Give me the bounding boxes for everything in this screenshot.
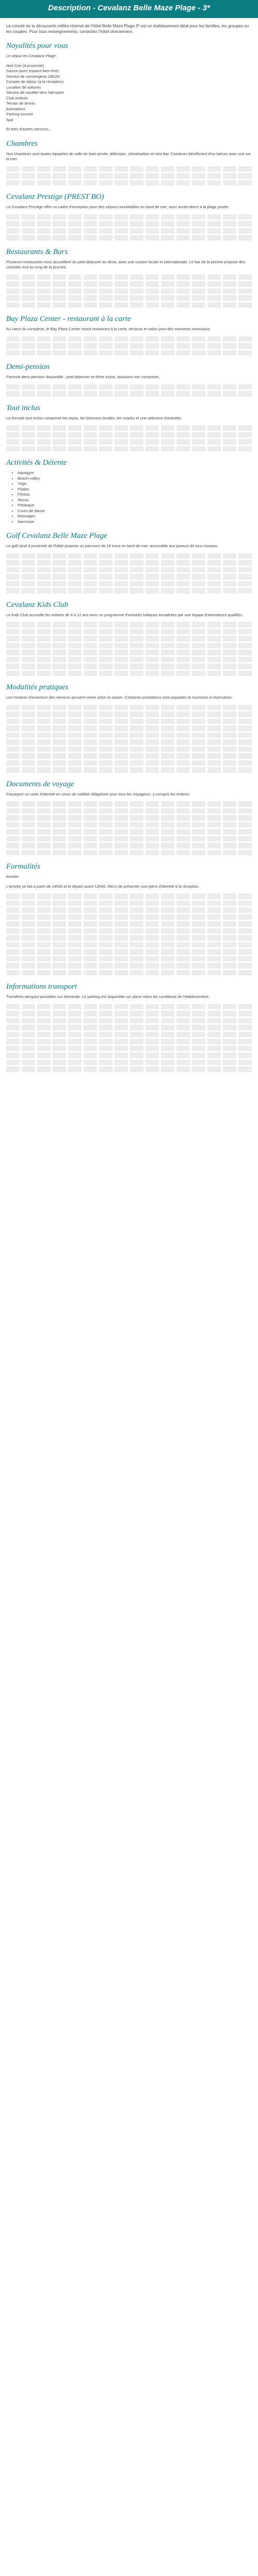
section-notes	[6, 683, 252, 773]
text-line	[6, 949, 252, 955]
text-line	[6, 336, 252, 342]
text-line	[6, 425, 252, 431]
text-line	[6, 739, 252, 745]
formalities-lead: Arrivée	[6, 874, 19, 879]
text-line	[6, 822, 252, 828]
list-item: Service de navette vers l'aéroport	[6, 90, 64, 95]
text-line	[6, 836, 252, 842]
text-line	[6, 636, 252, 641]
text-line	[6, 921, 252, 927]
list-item: Parking couvert	[6, 112, 34, 116]
text-line	[6, 935, 252, 941]
section-rooms	[6, 140, 252, 186]
section-title-golf: Golf Cevalanz Belle Maze Plage	[6, 532, 107, 540]
section-title-club: Cevalanz Kids Club	[6, 600, 69, 609]
section-restaurants	[6, 248, 252, 308]
page-title: Description - Cevalanz Belle Maze Plage - 3*	[48, 4, 210, 12]
text-line	[6, 1053, 252, 1058]
text-line	[6, 553, 252, 559]
list-item: • Pétanque	[18, 503, 252, 509]
text-line	[6, 893, 252, 899]
text-line	[6, 221, 252, 227]
list-item: • Fitness	[18, 492, 252, 498]
section-activities	[6, 42, 252, 132]
section-club	[6, 601, 252, 676]
services-text: Formule demi-pension disponible : petit-déjeuner et dîner inclus, boissons non comprises.	[6, 375, 160, 379]
text-line	[6, 815, 252, 821]
text-line	[6, 901, 252, 906]
text-line	[6, 350, 252, 356]
text-line	[6, 1060, 252, 1065]
text-line	[6, 643, 252, 649]
text-line	[6, 1046, 252, 1052]
text-line	[6, 235, 252, 241]
list-item: Terrain de tennis	[6, 101, 35, 106]
text-line	[6, 302, 252, 308]
section-title-documents: Documents de voyage	[6, 779, 74, 788]
section-beach	[6, 315, 252, 355]
section-wellness	[6, 404, 252, 452]
text-line	[6, 1011, 252, 1016]
text-line	[6, 343, 252, 349]
text-line	[6, 907, 252, 913]
list-item: • Pilates	[18, 487, 252, 493]
section-property	[6, 193, 252, 241]
section-info	[6, 982, 252, 1072]
section-title-formalities: Formalités	[6, 862, 40, 871]
property-text: Le Cevalanz Prestige offre un cadre d'exception pour des séjours inoubliables en bord de mer, avec accès direct à la plage privée.	[6, 205, 230, 209]
text-line	[6, 1032, 252, 1038]
text-line	[6, 446, 252, 452]
section-title-activities: Noyalités pour vous	[6, 42, 68, 50]
list-item: • Tennis	[18, 498, 252, 503]
section-title-notes: Modalités pratiques	[6, 683, 69, 691]
text-line	[6, 289, 252, 294]
section-services	[6, 363, 252, 397]
text-line	[6, 1039, 252, 1044]
section-title-rooms: Chambres	[6, 139, 38, 148]
section-access	[6, 459, 252, 524]
restaurants-text: Plusieurs restaurants vous accueillent du petit-déjeuner au dîner, avec une cuisine locale et internationale. Le bar de la piscine propose des cocktails tout au long de la journée.	[6, 259, 246, 269]
text-line	[6, 384, 252, 390]
text-line	[6, 391, 252, 397]
list-item: • Yoga	[18, 481, 252, 487]
list-item: Sauna (avec espace bien-être)	[6, 69, 59, 73]
access-list	[6, 470, 252, 524]
section-title-services: Demi-pension	[6, 363, 50, 371]
section-documents	[6, 780, 252, 856]
text-line	[6, 760, 252, 766]
text-line	[6, 180, 252, 186]
text-line	[6, 173, 252, 179]
text-line	[6, 733, 252, 738]
text-line	[6, 725, 252, 731]
text-line	[6, 970, 252, 976]
text-line	[6, 295, 252, 301]
text-line	[6, 711, 252, 717]
text-line	[6, 767, 252, 773]
activities-list	[6, 63, 252, 123]
text-line	[6, 829, 252, 835]
list-item: • Cours de danse	[18, 509, 252, 514]
text-line	[6, 629, 252, 635]
list-item: • Beach-volley	[18, 476, 252, 482]
text-line	[6, 166, 252, 172]
text-line	[6, 622, 252, 628]
list-item: Club enfants	[6, 95, 28, 100]
list-item: Service de conciergerie 24h/24	[6, 74, 60, 79]
text-line	[6, 281, 252, 287]
rooms-text: Nos chambres sont toutes équipées de salle de bain privée, télévision, climatisation et mini-bar. Certaines bénéficient d'un balcon avec vue sur la mer.	[6, 151, 251, 161]
info-text: Transferts aéroport possibles sur demande. Le parking est disponible sur place selon les conditions de l'établissement.	[6, 994, 209, 999]
text-line	[6, 1004, 252, 1010]
text-line	[6, 275, 252, 280]
notes-text: Les horaires d'ouverture des services peuvent varier selon la saison. Certaines prestations sont payantes et soumises à réservation.	[6, 695, 233, 700]
club-text: Le Kids Club accueille les enfants de 4 à 12 ans avec un programme d'activités ludiques encadrées par une équipe d'animateurs qualifiés.	[6, 612, 243, 617]
section-title-access: Activités & Détente	[6, 459, 67, 467]
main-content	[0, 18, 258, 1072]
beach-text: Au cœur du complexe, le Bay Plaza Center réunit restaurant à la carte, terrasse et salon pour des moments conviviaux.	[6, 327, 211, 331]
section-title-restaurants: Restaurants & Bars	[6, 247, 68, 256]
text-line	[6, 671, 252, 676]
activities-lead: Le séjour en Cevalanz Plage:	[6, 54, 57, 58]
text-line	[6, 801, 252, 807]
intro-text: Le concilé de la découverte mêlée réservé de l'hôtel Belle Maze Plage 3* est un établissement idéal pour les familles, les groupes ou les couples. Pour tous renseignements, contactez l'hôtel directement.	[6, 24, 249, 34]
text-line	[6, 228, 252, 234]
text-line	[6, 432, 252, 438]
text-line	[6, 567, 252, 573]
text-line	[6, 574, 252, 580]
text-line	[6, 747, 252, 752]
text-line	[6, 753, 252, 759]
wellness-text: La formule tout inclus comprend les repas, les boissons locales, les snacks et une sélection d'activités.	[6, 415, 182, 420]
text-line	[6, 581, 252, 587]
section-title-beach: Bay Plaza Center - restaurant à la carte	[6, 315, 131, 323]
text-line	[6, 956, 252, 962]
list-item: Spa	[6, 117, 13, 122]
page-header	[0, 0, 258, 18]
list-item: • Massages	[18, 514, 252, 519]
text-line	[6, 439, 252, 445]
text-line	[6, 843, 252, 849]
list-item: • Aquagym	[18, 470, 252, 476]
text-line	[6, 705, 252, 710]
section-formalities	[6, 862, 252, 975]
text-line	[6, 1066, 252, 1072]
text-line	[6, 588, 252, 594]
text-line	[6, 560, 252, 566]
section-title-wellness: Tout inclus	[6, 403, 40, 412]
text-line	[6, 664, 252, 669]
text-line	[6, 214, 252, 220]
text-line	[6, 963, 252, 969]
text-line	[6, 942, 252, 948]
list-item: Compte de séjour (à la réception)	[6, 79, 64, 84]
text-line	[6, 1025, 252, 1030]
text-line	[6, 650, 252, 655]
list-item: Animations	[6, 106, 26, 111]
text-line	[6, 850, 252, 856]
activities-more: Et bien d'autres services...	[6, 127, 52, 131]
text-line	[6, 928, 252, 934]
text-line	[6, 808, 252, 814]
list-item: Location de voitures	[6, 84, 41, 90]
documents-text: Passeport ou carte d'identité en cours de validité obligatoire pour tous les voyageurs, y compris les enfants.	[6, 791, 190, 796]
text-line	[6, 719, 252, 724]
text-line	[6, 657, 252, 663]
list-item: • Hammam	[18, 519, 252, 525]
list-item: Noé Ceri (à proximité)	[6, 63, 44, 68]
section-title-info: Informations transport	[6, 982, 77, 991]
text-line	[6, 914, 252, 920]
section-golf	[6, 532, 252, 594]
text-line	[6, 1018, 252, 1024]
golf-text: Le golf situé à proximité de l'hôtel propose un parcours de 18 trous en bord de mer, accessible aux joueurs de tous niveaux.	[6, 544, 218, 548]
formalities-text: L'arrivée se fait à partir de 14h00 et le départ avant 12h00. Merci de présenter une pièce d'identité à la réception.	[6, 884, 200, 889]
section-title-property: Cevalanz Prestige (PREST BO)	[6, 193, 104, 201]
